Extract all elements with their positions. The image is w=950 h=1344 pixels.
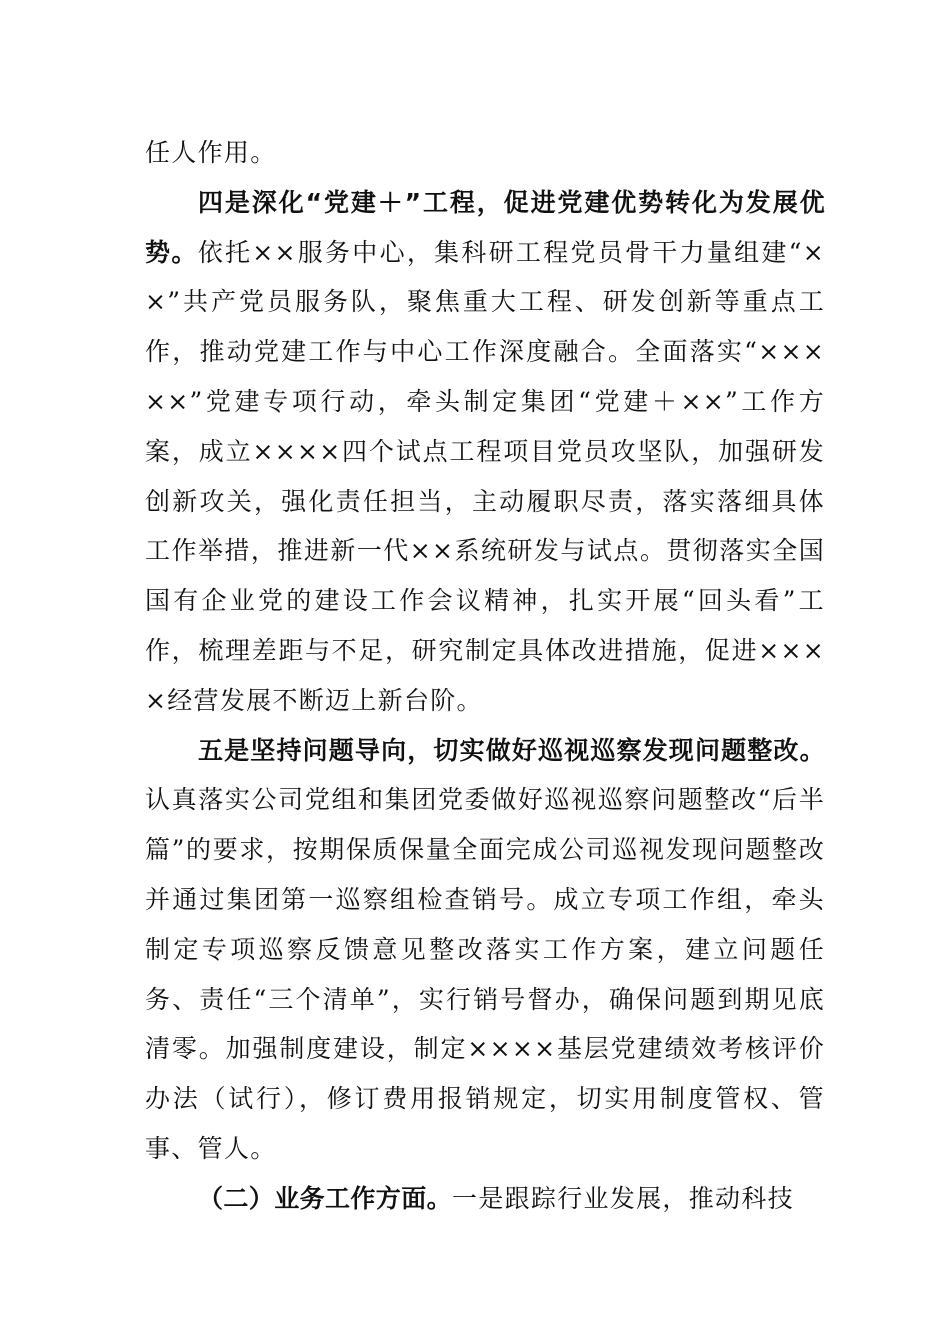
paragraph-inspection-rectification <box>145 726 825 1174</box>
paragraph-text: 一是跟踪行业发展，推动科技 <box>452 1183 794 1213</box>
paragraph-business-work <box>145 1174 825 1224</box>
paragraph-text: 任人作用。 <box>145 138 277 167</box>
document-body <box>145 128 825 1224</box>
paragraph-party-building-plus <box>145 178 825 726</box>
paragraph-continuation <box>145 128 825 178</box>
section-heading: （二）业务工作方面。 <box>198 1183 453 1213</box>
paragraph-text: 认真落实公司党组和集团党委做好巡视巡察问题整改“后半篇”的要求，按期保质保量全面完成公司巡视发现问题整改并通过集团第一巡察组检查销号。成立专项工作组，牵头制定专项巡察反馈意见整改落实工作方案，建立问题任务、责任“三个清单”，实行销号督办，确保问题到期见底清零。加强制度建设，制定××××基层党建绩效考核评价办法（试行），修订费用报销规定，切实用制度管权、管事、管人。 <box>145 785 825 1163</box>
paragraph-heading: 四是深化“党建＋”工程，促进党建优势转化为发展优势。 <box>145 187 825 267</box>
paragraph-text: 依托××服务中心，集科研工程党员骨干力量组建“××”共产党员服务队，聚焦重大工程、研发创新等重点工作，推动党建工作与中心工作深度融合。全面落实“×××××”党建专项行动，牵头制定集团“党建＋××”工作方案，成立××××四个试点工程项目党员攻坚队，加强研发创新攻关，强化责任担当，主动履职尽责，落实落细具体工作举措，推进新一代××系统研发与试点。贯彻落实全国国有企业党的建设工作会议精神，扎实开展“回头看”工作，梳理差距与不足，研究制定具体改进措施，促进××××经营发展不断迈上新台阶。 <box>145 237 825 715</box>
paragraph-heading: 五是坚持问题导向，切实做好巡视巡察发现问题整改。 <box>198 735 825 765</box>
